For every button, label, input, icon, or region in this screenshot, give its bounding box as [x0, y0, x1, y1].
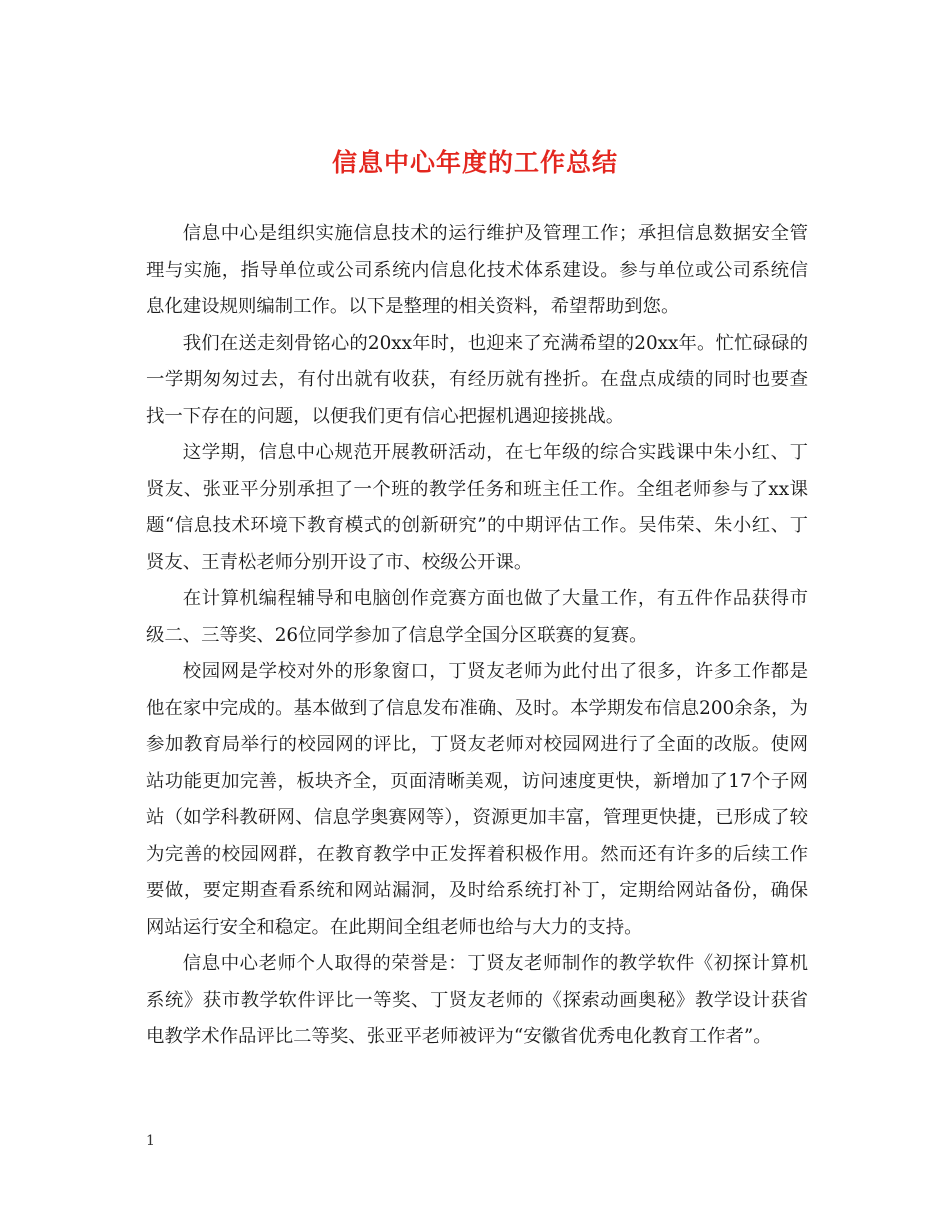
document-title: 信息中心年度的工作总结: [331, 148, 618, 177]
page-number: 1: [146, 1133, 155, 1149]
paragraph-intro: 信息中心是组织实施信息技术的运行维护及管理工作；承担信息数据安全管理与实施，指导单位或公司系统内信息化技术体系建设。参与单位或公司系统信息化建设规则编制工作。以下是整理的相关资料，希望帮助到您。: [146, 223, 808, 317]
paragraph-campus-network: 校园网是学校对外的形象窗口，丁贤友老师为此付出了很多，许多工作都是他在家中完成的。基本做到了信息发布准确、及时。本学期发布信息200余条，为参加教育局举行的校园网的评比，丁贤友老师对校园网进行了全面的改版。使网站功能更加完善，板块齐全，页面清晰美观，访问速度更快，新增加了17个子网站（如学科教研网、信息学奥赛网等），资源更加丰富，管理更快捷，已形成了较为完善的校园网群，在教育教学中正发挥着积极作用。然而还有许多的后续工作要做，要定期查看系统和网站漏洞，及时给系统打补丁，定期给网站备份，确保网站运行安全和稳定。在此期间全组老师也给与大力的支持。: [146, 661, 808, 938]
paragraph-honors: 信息中心老师个人取得的荣誉是：丁贤友老师制作的教学软件《初探计算机系统》获市教学软件评比一等奖、丁贤友老师的《探索动画奥秘》教学设计获省电教学术作品评比二等奖、张亚平老师被评为“安徽省优秀电化教育工作者”。: [146, 953, 808, 1047]
paragraph-new-year: 我们在送走刻骨铭心的20xx年时，也迎来了充满希望的20xx年。忙忙碌碌的一学期匆匆过去，有付出就有收获，有经历就有挫折。在盘点成绩的同时也要查找一下存在的问题，以便我们更有信心把握机遇迎接挑战。: [146, 332, 808, 427]
document-body: [146, 216, 808, 1056]
paragraph-competitions: 在计算机编程辅导和电脑创作竞赛方面也做了大量工作，有五件作品获得市级二、三等奖、26位同学参加了信息学全国分区联赛的复赛。: [146, 588, 808, 646]
paragraph-teaching-research: 这学期，信息中心规范开展教研活动，在七年级的综合实践课中朱小红、丁贤友、张亚平分别承担了一个班的教学任务和班主任工作。全组老师参与了xx课题“信息技术环境下教育模式的创新研究”的中期评估工作。吴伟荣、朱小红、丁贤友、王青松老师分别开设了市、校级公开课。: [146, 442, 808, 573]
